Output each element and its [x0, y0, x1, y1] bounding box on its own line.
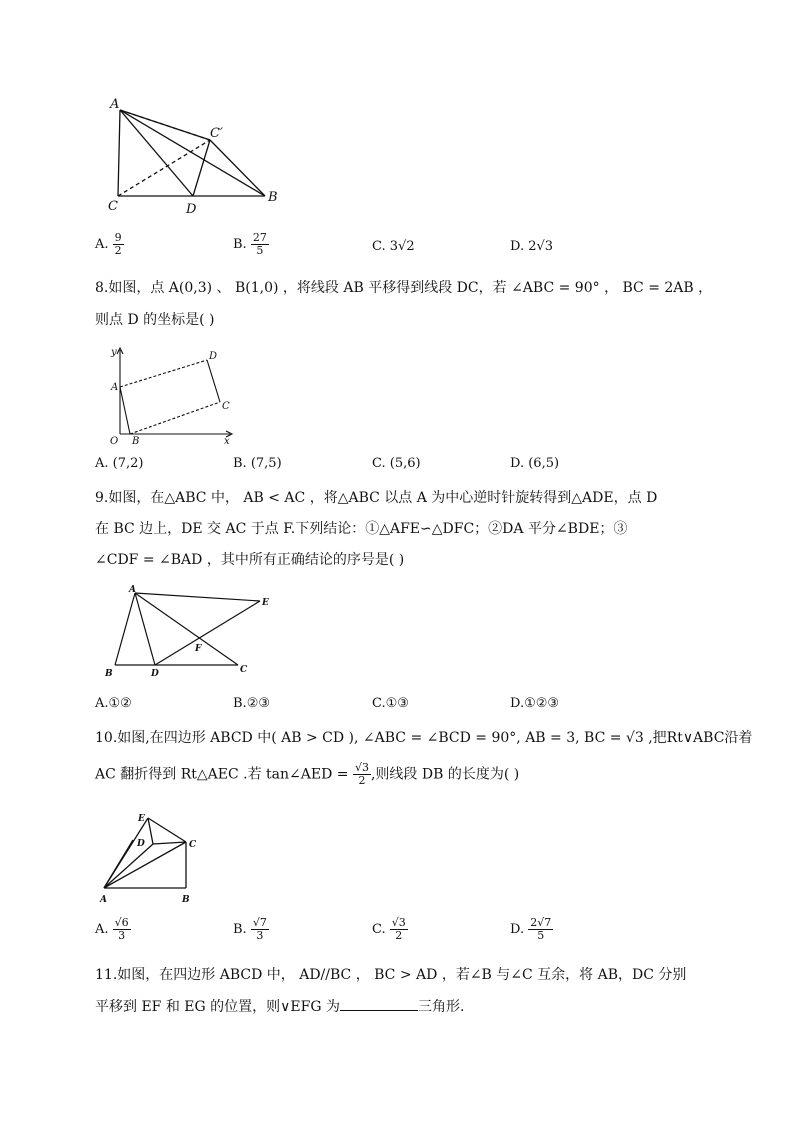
- fraction: $\frac{27}{5}$: [252, 231, 267, 257]
- q10-stem-line2: AC 翻折得到 Rt△AEC .若 tan∠AED = $\frac{√3}{2}$ ,则线段 DB 的长度为( ): [95, 761, 520, 787]
- q7-option-d[interactable]: D. 2√3: [510, 239, 554, 254]
- label-D: D: [151, 669, 159, 679]
- q9-stem-line3: ∠CDF = ∠BAD ，其中所有正确结论的序号是( ): [95, 552, 405, 568]
- label-C-prime: C′: [210, 126, 223, 141]
- label-y-axis: y: [111, 347, 117, 358]
- label-B: B: [268, 190, 278, 205]
- label-C: C: [240, 665, 248, 675]
- label-C: C: [108, 199, 118, 214]
- q8-stem-line1: 8.如图，点 A(0,3) 、 B(1,0) ，将线段 AB 平移得到线段 DC，若 ∠ABC = 90° ， BC = 2AB ，: [95, 280, 713, 296]
- q9-option-c[interactable]: C.①③: [372, 696, 409, 711]
- q8-option-b[interactable]: B. (7,5): [233, 456, 282, 471]
- q11-stem-line1: 11.如图，在四边形 ABCD 中， AD//BC ， BC > AD ，若∠B 与∠C 互余，将 AB，DC 分别: [95, 967, 687, 983]
- fraction: $\frac{√3}{2}$: [354, 761, 369, 787]
- label-F: F: [195, 644, 202, 654]
- q10-option-a[interactable]: A. $\frac{√6}{3}$: [95, 916, 129, 942]
- q9-option-d[interactable]: D.①②③: [510, 696, 560, 711]
- q9-option-a[interactable]: A.①②: [95, 696, 132, 711]
- figure-q7-triangle: [100, 92, 290, 217]
- q9-option-b[interactable]: B.②③: [233, 696, 270, 711]
- label-B: B: [132, 436, 140, 447]
- figure-q10-fold: [98, 810, 218, 908]
- fraction: $\frac{9}{2}$: [114, 231, 122, 257]
- label-D: D: [209, 351, 218, 362]
- label-x-axis: x: [224, 436, 230, 447]
- label-A: A: [129, 585, 136, 595]
- q10-stem-line1: 10.如图,在四边形 ABCD 中( AB > CD ), ∠ABC = ∠BCD = 90°, AB = 3, BC = √3 ,把Rt∨ABC沿着: [95, 730, 753, 746]
- label-D: D: [137, 839, 145, 849]
- q7-option-b[interactable]: B. $\frac{27}{5}$: [233, 231, 267, 257]
- label-A: A: [111, 382, 119, 393]
- answer-blank[interactable]: [340, 996, 418, 1011]
- q7-option-a[interactable]: A. $\frac{9}{2}$: [95, 231, 122, 257]
- q8-option-a[interactable]: A. (7,2): [95, 456, 144, 471]
- q10-option-b[interactable]: B. $\frac{√7}{3}$: [233, 916, 267, 942]
- label-E: E: [138, 814, 145, 824]
- figure-q8-coordinate: [100, 342, 250, 447]
- q7-option-c[interactable]: C. 3√2: [372, 239, 415, 254]
- q9-stem-line1: 9.如图，在△ABC 中， AB < AC ，将△ABC 以点 A 为中心逆时针旋转得到△ADE，点 D: [95, 490, 658, 506]
- q10-option-d[interactable]: D. $\frac{2√7}{5}$: [510, 916, 552, 942]
- q8-option-d[interactable]: D. (6,5): [510, 456, 560, 471]
- q10-option-c[interactable]: C. $\frac{√3}{2}$: [372, 916, 406, 942]
- label-O: O: [110, 436, 119, 447]
- label-B: B: [105, 669, 113, 679]
- q8-option-c[interactable]: C. (5,6): [372, 456, 421, 471]
- label-A: A: [100, 895, 107, 905]
- label-E: E: [262, 598, 269, 608]
- q11-stem-line2: 平移到 EF 和 EG 的位置，则∨EFG 为 三角形.: [95, 996, 464, 1017]
- label-D: D: [186, 202, 197, 217]
- label-C: C: [189, 840, 197, 850]
- label-A: A: [110, 97, 120, 112]
- label-C: C: [222, 401, 230, 412]
- q9-stem-line2: 在 BC 边上，DE 交 AC 于点 F.下列结论：①△AFE∽△DFC；②DA 平分∠BDE；③: [95, 521, 628, 537]
- label-B: B: [182, 895, 190, 905]
- q8-stem-line2: 则点 D 的坐标是( ): [95, 312, 215, 328]
- figure-q9-rotation: [100, 583, 285, 683]
